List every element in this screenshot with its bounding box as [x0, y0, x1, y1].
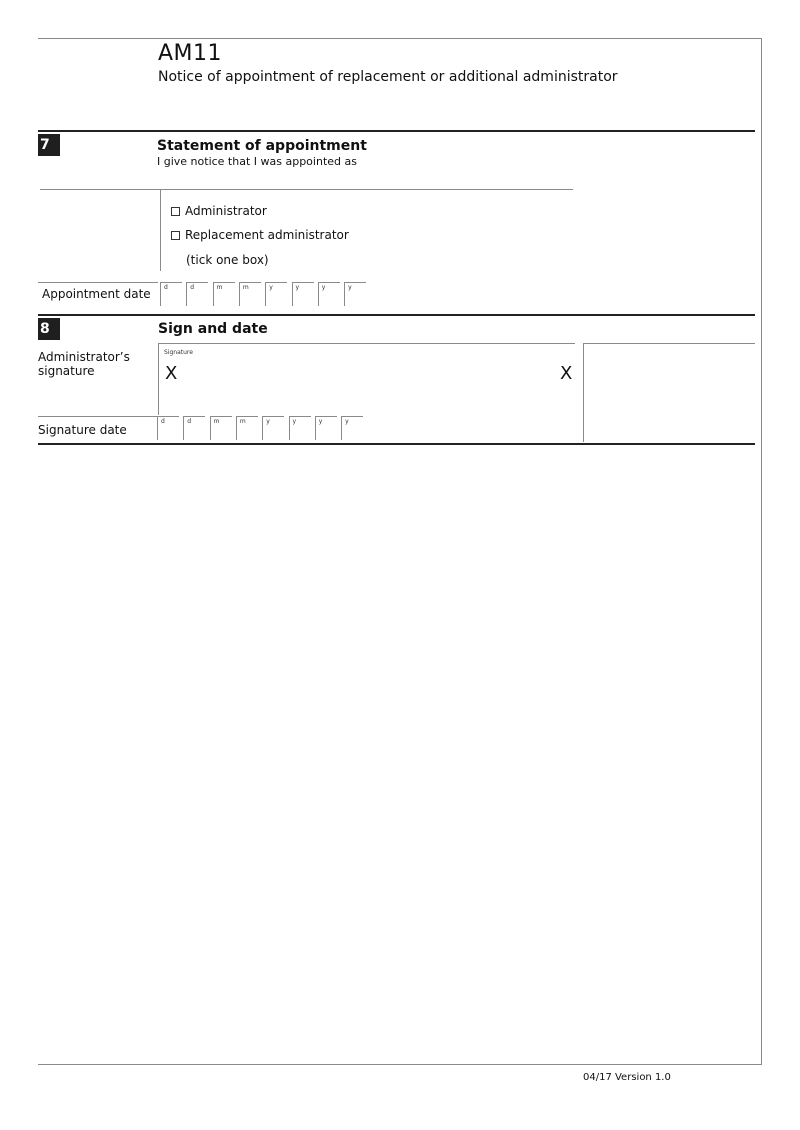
date-digit-box[interactable]	[157, 416, 179, 440]
date-digit-box[interactable]	[160, 282, 182, 306]
sidebar-top-rule	[584, 343, 755, 344]
date-digit-hint: d	[190, 284, 195, 291]
section-7-options-divider	[160, 189, 161, 271]
date-digit-box[interactable]	[239, 282, 261, 306]
date-digit-hint: y	[292, 418, 297, 425]
appointment-date-label: Appointment date	[42, 287, 151, 301]
date-digit-box[interactable]	[318, 282, 340, 306]
section-7-title: Statement of appointment	[157, 138, 367, 154]
date-digit-hint: m	[216, 284, 223, 291]
appointment-date-rule	[38, 282, 158, 283]
signature-end-mark: X	[560, 363, 573, 384]
date-digit-box[interactable]	[344, 282, 366, 306]
date-digit-box[interactable]	[315, 416, 337, 440]
section-7-options-top-rule	[40, 189, 573, 190]
section-7-subtitle: I give notice that I was appointed as	[157, 155, 357, 168]
date-digit-hint: m	[242, 284, 249, 291]
replacement-administrator-checkbox[interactable]	[171, 231, 180, 240]
signature-right-rule	[583, 343, 584, 442]
date-digit-hint: m	[239, 418, 246, 425]
section-7-rule	[38, 130, 755, 132]
top-border	[38, 38, 762, 39]
date-digit-box[interactable]	[210, 416, 232, 440]
right-border	[761, 38, 762, 1065]
date-digit-hint: y	[321, 284, 326, 291]
signature-box-label: Signature	[164, 349, 193, 356]
date-digit-hint: y	[345, 418, 349, 425]
date-digit-box[interactable]	[265, 282, 287, 306]
date-digit-box[interactable]	[341, 416, 363, 440]
signature-date-field[interactable]	[157, 416, 365, 440]
option-replacement-administrator[interactable]	[171, 228, 349, 242]
version-note: 04/17 Version 1.0	[583, 1072, 671, 1083]
date-digit-hint: y	[266, 418, 270, 425]
tick-hint: (tick one box)	[186, 253, 269, 267]
signature-date-rule	[38, 416, 158, 417]
date-digit-hint: y	[348, 284, 352, 291]
date-digit-hint: d	[187, 418, 192, 425]
form-code: AM11	[158, 41, 223, 66]
date-digit-box[interactable]	[236, 416, 258, 440]
date-digit-hint: d	[164, 284, 168, 291]
section-8-rule	[38, 314, 755, 316]
replacement-administrator-label: Replacement administrator	[185, 228, 349, 242]
signature-start-mark: X	[165, 363, 178, 384]
administrator-label: Administrator	[185, 204, 267, 218]
bottom-border	[38, 1064, 762, 1065]
signature-box[interactable]	[159, 344, 581, 414]
form-title: Notice of appointment of replacement or additional administrator	[158, 69, 618, 85]
section-8-number: 8	[38, 318, 60, 340]
date-digit-hint: m	[213, 418, 220, 425]
section-7-number: 7	[38, 134, 60, 156]
date-digit-box[interactable]	[289, 416, 311, 440]
signature-date-label: Signature date	[38, 423, 127, 437]
section-8-bottom-rule	[38, 443, 755, 445]
date-digit-hint: y	[318, 418, 323, 425]
date-digit-box[interactable]	[213, 282, 235, 306]
administrator-checkbox[interactable]	[171, 207, 180, 216]
date-digit-box[interactable]	[292, 282, 314, 306]
date-digit-hint: d	[161, 418, 165, 425]
date-digit-box[interactable]	[262, 416, 284, 440]
appointment-date-field[interactable]	[160, 282, 368, 306]
date-digit-box[interactable]	[186, 282, 208, 306]
option-administrator[interactable]	[171, 204, 267, 218]
administrator-signature-label: Administrator’s signature	[38, 350, 130, 378]
date-digit-hint: y	[295, 284, 300, 291]
section-8-title: Sign and date	[158, 321, 268, 337]
date-digit-box[interactable]	[183, 416, 205, 440]
date-digit-hint: y	[269, 284, 273, 291]
